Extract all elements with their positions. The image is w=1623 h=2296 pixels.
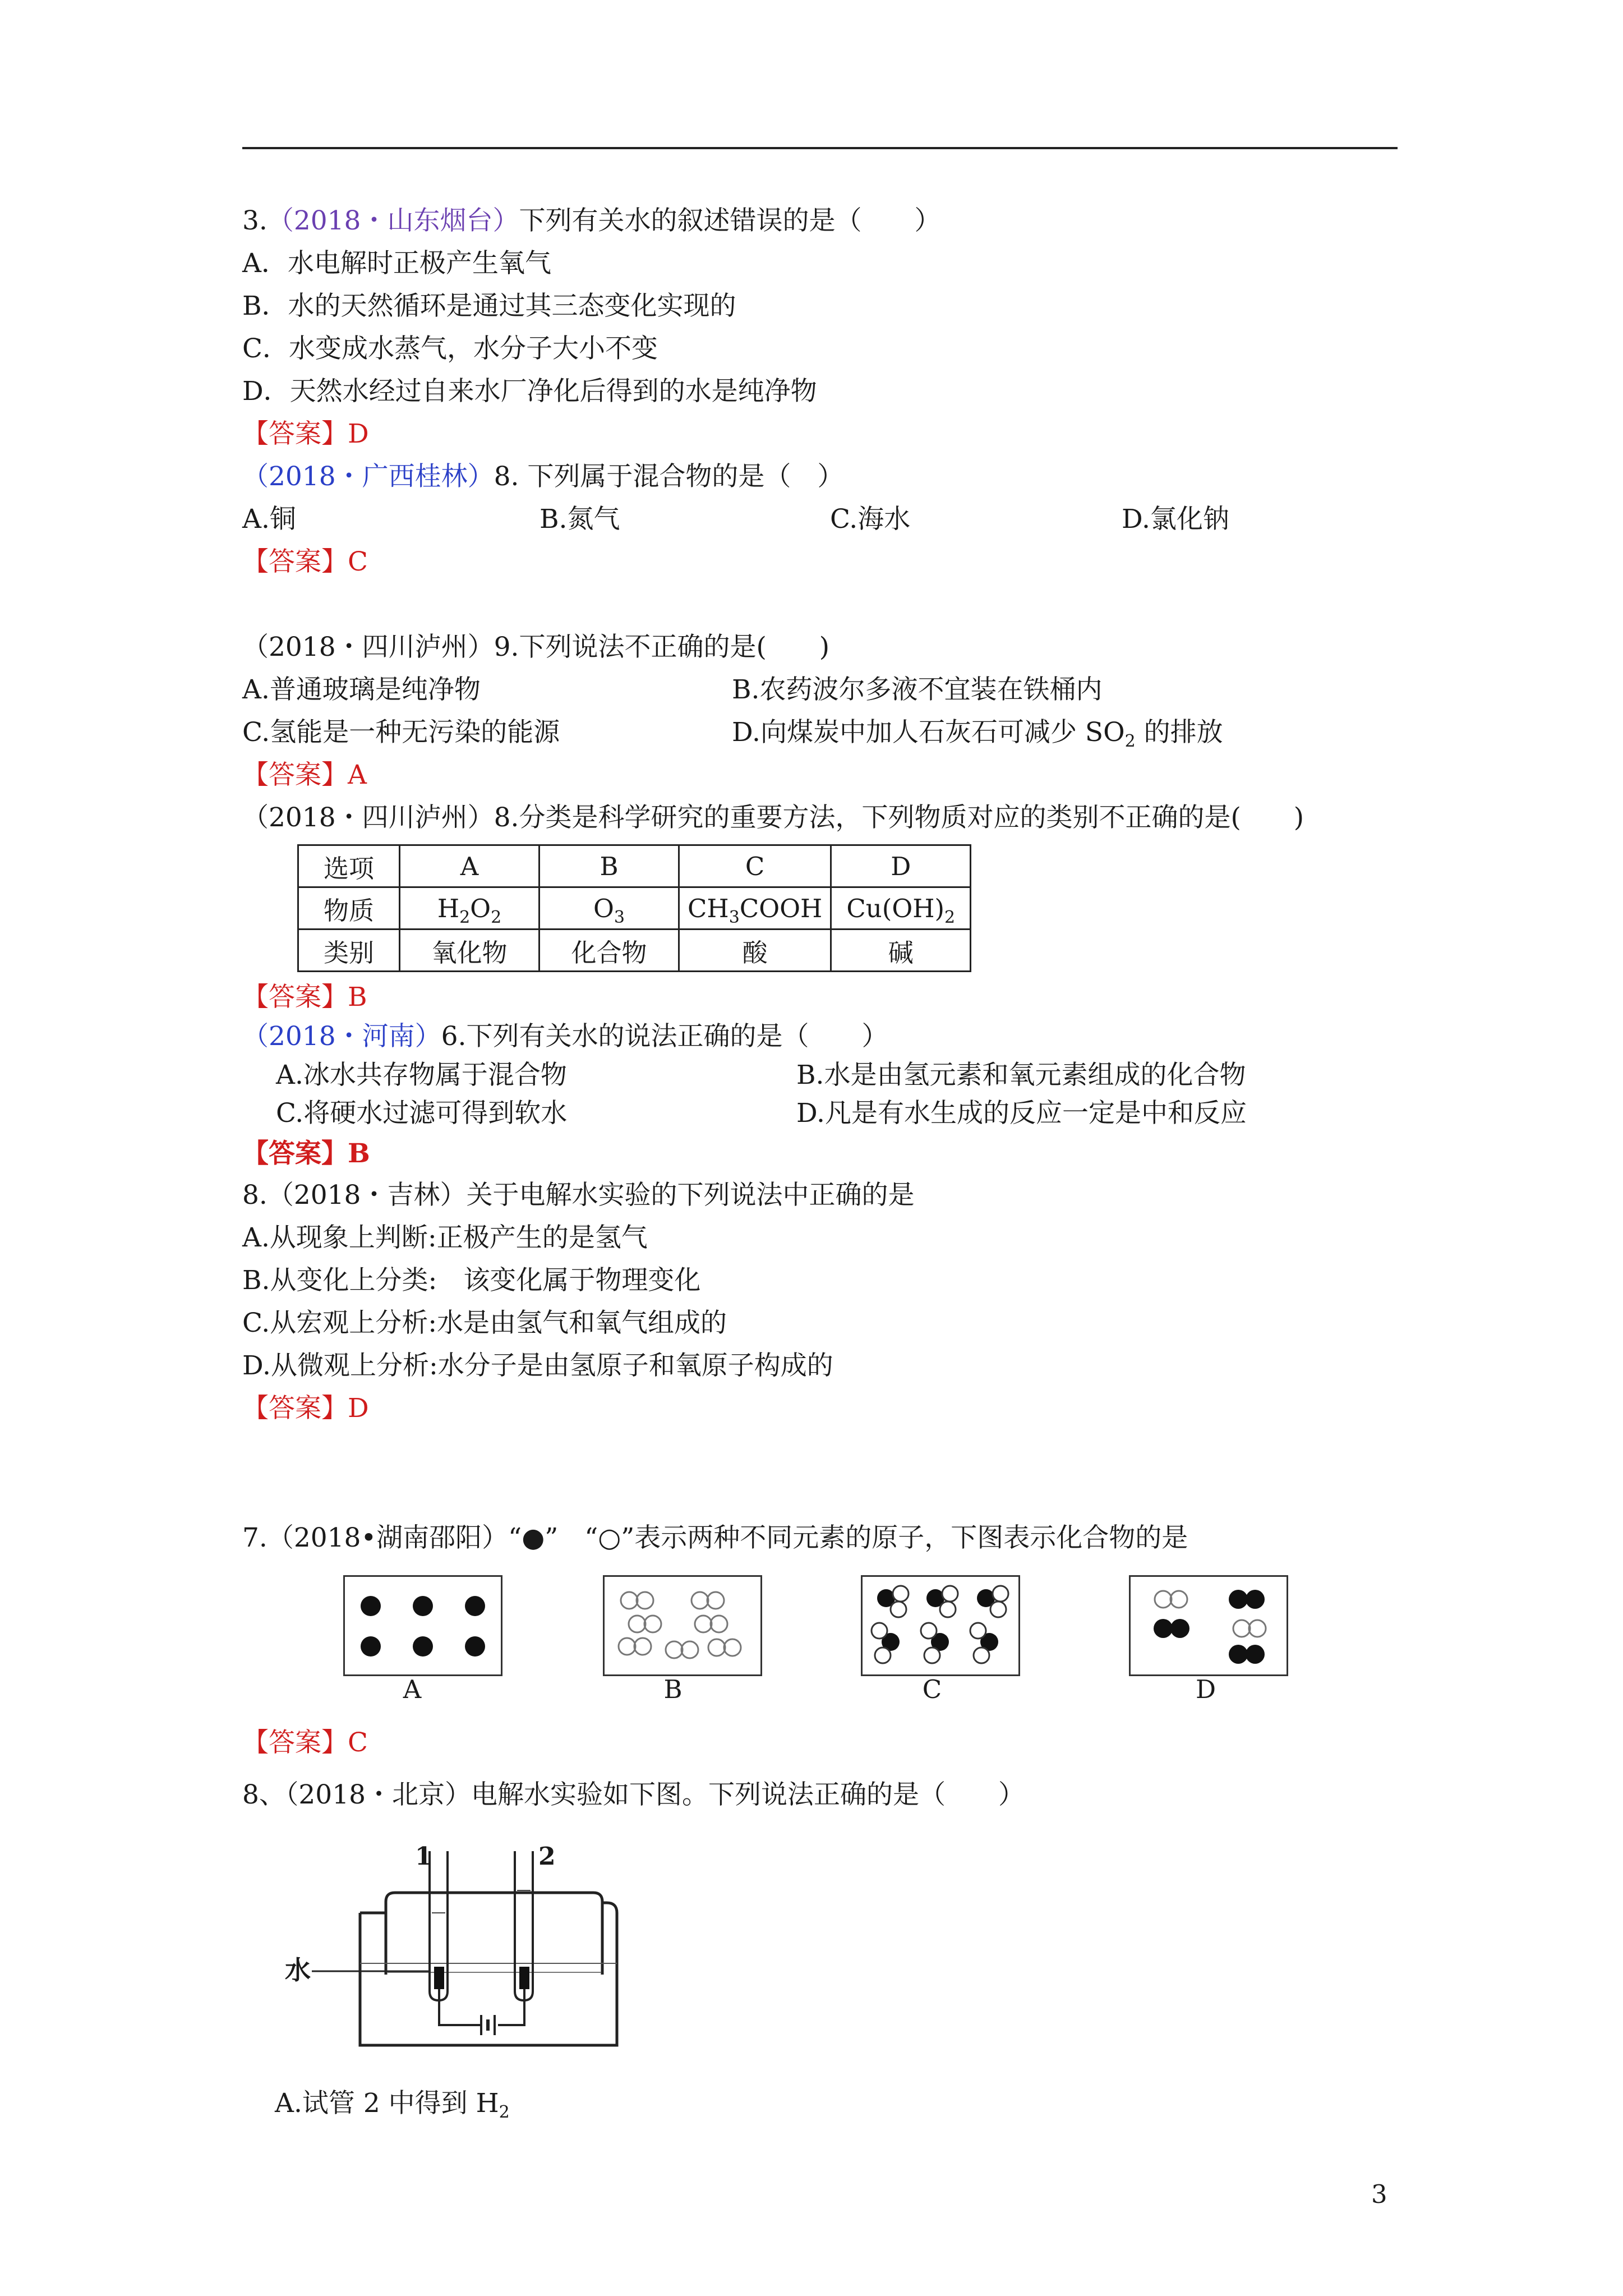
- question-luzhou9-stem: （2018・四川泸州）9.下列说法不正确的是( ): [242, 632, 830, 662]
- page-number: 3: [1371, 2179, 1387, 2209]
- tube-2-label: 2: [538, 1842, 556, 1871]
- option-b: B.农药波尔多液不宜装在铁桶内: [732, 674, 1103, 705]
- water-label: 水: [285, 1955, 311, 1985]
- option-b: B.从变化上分类: 该变化属于物理变化: [242, 1265, 701, 1296]
- molecule-a-figure: [345, 1577, 501, 1674]
- table-cell: 物质: [298, 887, 400, 930]
- classification-table: [297, 844, 971, 972]
- question-jilin-stem: 8.（2018・吉林）关于电解水实验的下列说法中正确的是: [242, 1180, 915, 1211]
- table-cell: B: [540, 845, 679, 887]
- table-cell: D: [831, 845, 971, 887]
- tube-1-label: 1: [415, 1842, 432, 1871]
- option-d: D．天然水经过自来水厂净化后得到的水是纯净物: [242, 376, 817, 407]
- option-b: B.氮气: [540, 504, 620, 535]
- option-a: A.从现象上判断:正极产生的是氢气: [242, 1222, 648, 1253]
- question-guilin-stem: （2018・广西桂林）8. 下列属于混合物的是（ ）: [242, 461, 844, 492]
- table-row: [298, 930, 971, 972]
- molecule-box-b: [603, 1575, 762, 1676]
- table-cell: 类别: [298, 930, 400, 972]
- option-c: C．水变成水蒸气，水分子大小不变: [242, 333, 658, 364]
- option-c: C.将硬水过滤可得到软水: [276, 1098, 568, 1129]
- option-d: D.从微观上分析:水分子是由氢原子和氧原子构成的: [242, 1350, 833, 1381]
- option-d: D.向煤炭中加人石灰石可减少 $SO_2$ 的排放: [732, 717, 1223, 751]
- option-b: B.水是由氢元素和氧元素组成的化合物: [796, 1060, 1246, 1091]
- answer: 【答案】D: [242, 418, 369, 449]
- header-rule: [242, 147, 1398, 149]
- table-row: [298, 845, 971, 887]
- table-cell: 氧化物: [400, 930, 540, 972]
- answer: 【答案】B: [242, 1138, 370, 1169]
- table-cell: $H_2O_2$: [400, 887, 540, 930]
- table-cell: C: [679, 845, 831, 887]
- table-cell: $O_3$: [540, 887, 679, 930]
- option-b: B．水的天然循环是通过其三态变化实现的: [242, 291, 736, 321]
- question-beijing-stem: 8、（2018・北京）电解水实验如下图。下列说法正确的是（ ）: [242, 1779, 1025, 1810]
- table-cell: $Cu(OH)_2$: [831, 887, 971, 930]
- option-c: C.海水: [830, 504, 911, 535]
- molecule-box-a: [343, 1575, 502, 1676]
- table-row: [298, 887, 971, 930]
- table-cell: 化合物: [540, 930, 679, 972]
- molecule-d-figure: [1131, 1577, 1287, 1674]
- question-shaoyang-stem: 7.（2018•湖南邵阳）“●” “○”表示两种不同元素的原子，下图表示化合物的是: [242, 1522, 1188, 1553]
- molecule-b-figure: [605, 1577, 760, 1674]
- table-cell: A: [400, 845, 540, 887]
- option-a: A.试管 2 中得到 $H_2$: [275, 2088, 510, 2122]
- molecule-c-figure: [863, 1577, 1018, 1674]
- answer: 【答案】A: [242, 760, 367, 790]
- answer: 【答案】C: [242, 546, 368, 577]
- table-cell: 酸: [679, 930, 831, 972]
- option-d: D.氯化钠: [1122, 504, 1229, 535]
- option-label-b: B: [663, 1674, 683, 1704]
- question-yantai-stem: 3.（2018・山东烟台）下列有关水的叙述错误的是（ ）: [242, 205, 941, 236]
- option-label-d: D: [1195, 1674, 1216, 1704]
- answer: 【答案】B: [242, 982, 367, 1013]
- table-cell: 碱: [831, 930, 971, 972]
- option-a: A.普通玻璃是纯净物: [242, 674, 481, 705]
- option-c: C.从宏观上分析:水是由氢气和氧气组成的: [242, 1308, 727, 1338]
- option-a: A．水电解时正极产生氧气: [242, 248, 551, 279]
- electrolysis-diagram: [285, 1834, 633, 2081]
- electrolysis-apparatus: [285, 1834, 633, 2083]
- answer: 【答案】D: [242, 1393, 369, 1424]
- option-a: A.冰水共存物属于混合物: [276, 1060, 567, 1091]
- option-label-a: A: [403, 1674, 422, 1704]
- option-c: C.氢能是一种无污染的能源: [242, 717, 560, 748]
- molecule-box-d: [1129, 1575, 1288, 1676]
- molecule-box-c: [861, 1575, 1020, 1676]
- table-cell: 选项: [298, 845, 400, 887]
- question-luzhou8-stem: （2018・四川泸州）8.分类是科学研究的重要方法，下列物质对应的类别不正确的是( ): [242, 802, 1304, 833]
- option-a: A.铜: [242, 504, 296, 535]
- option-label-c: C: [922, 1674, 942, 1704]
- table-cell: $CH_3COOH$: [679, 887, 831, 930]
- question-henan-stem: （2018・河南）6.下列有关水的说法正确的是（ ）: [242, 1021, 888, 1052]
- answer: 【答案】C: [242, 1727, 368, 1758]
- option-d: D.凡是有水生成的反应一定是中和反应: [796, 1098, 1247, 1129]
